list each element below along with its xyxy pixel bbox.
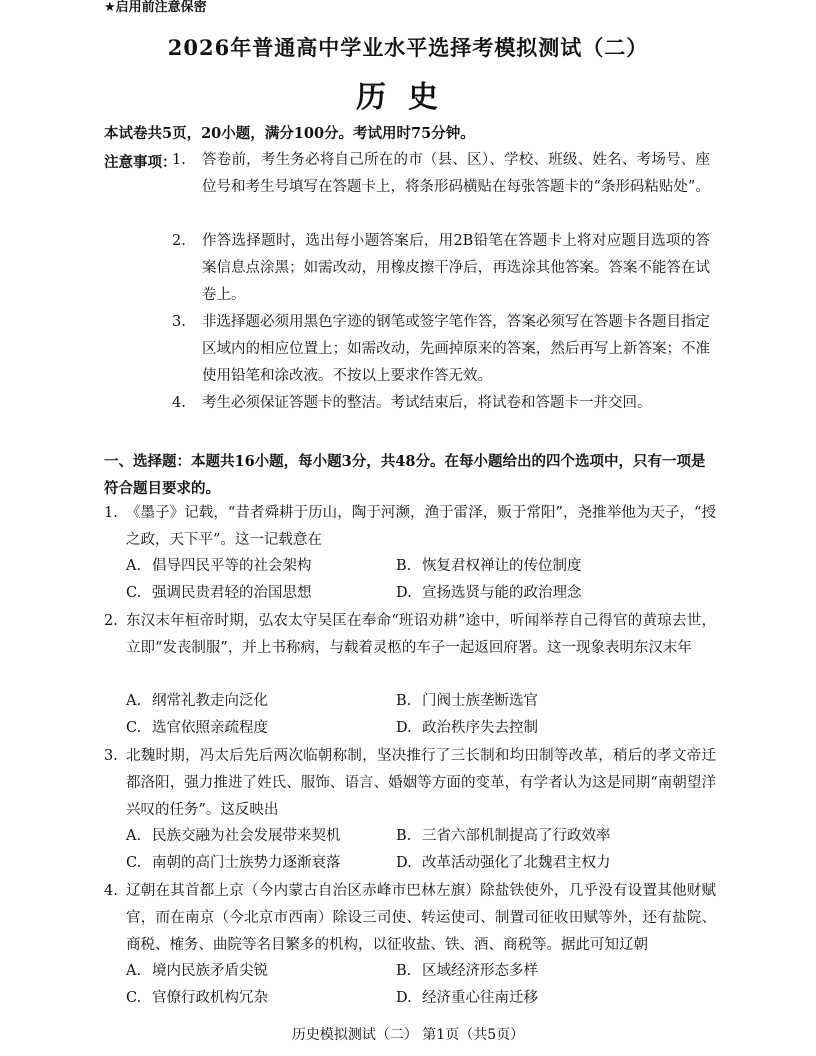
option-text: 经济重心往南迁移 <box>422 990 538 1006</box>
note-item <box>172 309 710 390</box>
option-a <box>126 553 312 579</box>
note-number: 4. <box>172 395 186 411</box>
option-text: 南朝的高门士族势力逐渐衰落 <box>152 855 341 871</box>
option-label: D. <box>396 990 412 1006</box>
option-text: 强调民贵君轻的治国思想 <box>152 585 312 601</box>
option-d <box>396 715 538 741</box>
question-number: 1. <box>104 505 118 521</box>
option-label: B. <box>396 558 412 574</box>
note-item <box>172 147 710 201</box>
option-text: 官僚行政机构冗杂 <box>152 990 268 1006</box>
note-item <box>172 228 710 309</box>
note-text: 答卷前，考生务必将自己所在的市（县、区）、学校、班级、姓名、考场号、座位号和考生号填写在答题卡上，将条形码横贴在每张答题卡的“条形码粘贴处”。 <box>202 152 710 195</box>
option-label: C. <box>126 585 142 601</box>
question-text: 《墨子》记载，“昔者舜耕于历山，陶于河濒，渔于雷泽，贩于常阳”，尧推举他为天子，“授之政，天下平”。这一记载意在 <box>126 505 716 548</box>
option-label: C. <box>126 855 142 871</box>
option-text: 选官依照亲疏程度 <box>152 720 268 736</box>
page-footer: 历史模拟测试（二） 第1页（共5页） <box>291 1027 525 1043</box>
option-label: B. <box>396 693 412 709</box>
confidential-mark: ★启用前注意保密 <box>104 0 207 15</box>
notes-label: 注意事项： <box>104 154 177 171</box>
question-text: 北魏时期，冯太后先后两次临朝称制，坚决推行了三长制和均田制等改革，稍后的孝文帝迁都洛阳，强力推进了姓氏、服饰、语言、婚姻等方面的变革，有学者认为这是同期“南朝望洋兴叹的任务”。这反映出 <box>126 748 716 818</box>
question-text: 东汉末年桓帝时期，弘农太守吴匡在奉命“班诏劝耕”途中，听闻举荐自己得官的黄琼去世，立即“发丧制服”，并上书称病，与载着灵柩的车子一起返回府署。这一现象表明东汉末年 <box>126 613 716 656</box>
option-d <box>396 985 538 1011</box>
question-stem <box>104 500 716 554</box>
option-b <box>396 553 582 579</box>
option-label: C. <box>126 990 142 1006</box>
option-c <box>126 850 341 876</box>
subject-title: 历史 <box>356 80 460 115</box>
option-d <box>396 850 611 876</box>
option-c <box>126 715 268 741</box>
option-b <box>396 688 538 714</box>
option-text: 三省六部机制提高了行政效率 <box>422 828 611 844</box>
question-number: 2. <box>104 613 118 629</box>
option-a <box>126 958 268 984</box>
option-a <box>126 823 341 849</box>
question-stem <box>104 608 716 662</box>
option-text: 政治秩序失去控制 <box>422 720 538 736</box>
option-label: C. <box>126 720 142 736</box>
option-text: 民族交融为社会发展带来契机 <box>152 828 341 844</box>
option-d <box>396 580 582 606</box>
option-label: B. <box>396 963 412 979</box>
question-number: 4. <box>104 883 118 899</box>
option-text: 纲常礼教走向泛化 <box>152 693 268 709</box>
question-stem <box>104 743 716 824</box>
option-label: D. <box>396 720 412 736</box>
option-label: A. <box>126 558 142 574</box>
section-heading: 一、选择题：本题共16小题，每小题3分，共48分。在每小题给出的四个选项中，只有一项是符合题目要求的。 <box>104 453 706 497</box>
note-text: 作答选择题时，选出每小题答案后，用2B铅笔在答题卡上将对应题目选项的答案信息点涂黑；如需改动，用橡皮擦干净后，再选涂其他答案。答案不能答在试卷上。 <box>202 233 710 303</box>
option-label: A. <box>126 693 142 709</box>
option-text: 恢复君权禅让的传位制度 <box>422 558 582 574</box>
option-b <box>396 823 611 849</box>
option-label: B. <box>396 828 412 844</box>
option-label: A. <box>126 828 142 844</box>
note-item <box>172 390 710 417</box>
option-label: D. <box>396 585 412 601</box>
option-c <box>126 985 268 1011</box>
question-number: 3. <box>104 748 118 764</box>
note-text: 非选择题必须用黑色字迹的钢笔或签字笔作答，答案必须写在答题卡各题目指定区域内的相应位置上；如需改动，先画掉原来的答案，然后再写上新答案；不准使用铅笔和涂改液。不按以上要求作答无效。 <box>202 314 710 384</box>
question-text: 辽朝在其首都上京（今内蒙古自治区赤峰市巴林左旗）除盐铁使外，几乎没有设置其他财赋官，而在南京（今北京市西南）除设三司使、转运使司、制置司征收田赋等外，还有盐院、商税、榷务、曲院等名目繁多的机构，以征收盐、铁、酒、商税等。据此可知辽朝 <box>126 883 716 953</box>
option-text: 宣扬选贤与能的政治理念 <box>422 585 582 601</box>
option-label: D. <box>396 855 412 871</box>
option-text: 门阀士族垄断选官 <box>422 693 538 709</box>
note-number: 1. <box>172 152 186 168</box>
note-number: 3. <box>172 314 186 330</box>
note-text: 考生必须保证答题卡的整洁。考试结束后，将试卷和答题卡一并交回。 <box>202 395 652 411</box>
option-text: 改革活动强化了北魏君主权力 <box>422 855 611 871</box>
option-c <box>126 580 312 606</box>
exam-title: 2026年普通高中学业水平选择考模拟测试（二） <box>167 35 649 60</box>
option-text: 区域经济形态多样 <box>422 963 538 979</box>
option-label: A. <box>126 963 142 979</box>
option-text: 境内民族矛盾尖锐 <box>152 963 268 979</box>
exam-intro: 本试卷共5页，20小题，满分100分。考试用时75分钟。 <box>104 125 475 142</box>
note-number: 2. <box>172 233 186 249</box>
option-a <box>126 688 268 714</box>
question-stem <box>104 878 716 959</box>
option-text: 倡导四民平等的社会架构 <box>152 558 312 574</box>
option-b <box>396 958 538 984</box>
